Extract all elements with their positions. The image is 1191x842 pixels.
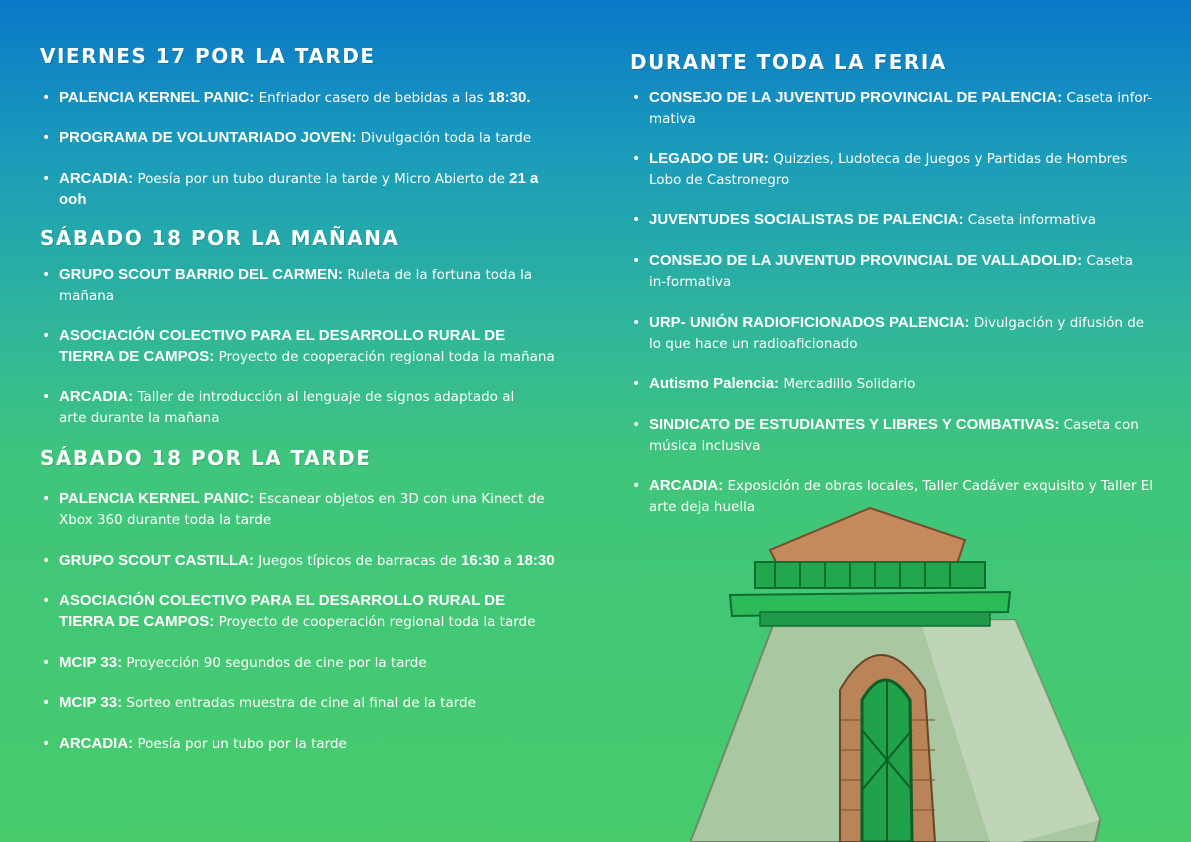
bullet-icon: • — [42, 553, 51, 569]
item-label: PALENCIA KERNEL PANIC: — [59, 89, 255, 106]
item-label: GRUPO SCOUT BARRIO DEL CARMEN: — [59, 266, 343, 283]
item-text: Poesía por un tubo por la tarde — [133, 736, 347, 752]
bullet-icon: • — [42, 130, 51, 146]
section-heading-sabado-manana: SÁBADO 18 POR LA MAÑANA — [40, 226, 400, 250]
list-item — [40, 551, 579, 572]
bullet-icon: • — [42, 655, 51, 671]
item-label: MCIP 33: — [59, 654, 123, 671]
item-label: ASOCIACIÓN COLECTIVO PARA EL DESARROLLO RURAL DE TIERRA DE CAMPOS: — [59, 327, 506, 365]
item-label: ARCADIA: — [59, 388, 134, 405]
item-time-start: 16:30 — [461, 552, 500, 569]
item-label: ARCADIA: — [59, 170, 134, 187]
item-text: Caseta con música inclusiva — [649, 417, 1139, 454]
item-text: Poesía por un tubo durante la tarde y Micro Abierto de — [133, 171, 510, 187]
list-item — [40, 489, 559, 530]
item-label: ARCADIA: — [649, 477, 724, 494]
bullet-icon: • — [42, 593, 51, 609]
list-item — [630, 313, 1154, 354]
list-item — [40, 653, 559, 674]
item-label: Autismo Palencia: — [649, 375, 780, 392]
item-text: Mercadillo Solidario — [779, 376, 916, 392]
item-label: GRUPO SCOUT CASTILLA: — [59, 552, 254, 569]
item-label: PROGRAMA DE VOLUNTARIADO JOVEN: — [59, 129, 357, 146]
section-heading-viernes-tarde: VIERNES 17 POR LA TARDE — [40, 44, 376, 68]
item-text: Escanear objetos en 3D con una Kinect de Xbox 360 durante toda la tarde — [59, 491, 545, 528]
item-label: JUVENTUDES SOCIALISTAS DE PALENCIA: — [649, 211, 964, 228]
item-label: SINDICATO DE ESTUDIANTES Y LIBRES Y COMBATIVAS: — [649, 416, 1060, 433]
tower-platform-edge — [760, 612, 990, 626]
item-text: Caseta informativa — [963, 212, 1097, 228]
list-item — [630, 251, 1154, 292]
list-item — [630, 88, 1154, 129]
item-label: URP- UNIÓN RADIOFICIONADOS PALENCIA: — [649, 314, 970, 331]
list-item — [40, 734, 559, 755]
item-text: Caseta infor-mativa — [649, 90, 1153, 127]
bullet-icon: • — [632, 212, 641, 228]
item-text: Taller de introducción al lenguaje de signos adaptado al arte durante la mañana — [59, 389, 515, 426]
bullet-icon: • — [42, 695, 51, 711]
list-item — [40, 387, 539, 428]
item-text: Proyección 90 segundos de cine por la tarde — [122, 655, 427, 671]
bullet-icon: • — [42, 491, 51, 507]
list-item — [40, 265, 559, 306]
item-text: Juegos típicos de barracas de — [254, 553, 461, 569]
bullet-icon: • — [632, 151, 641, 167]
bullet-icon: • — [42, 171, 51, 187]
item-text: Proyecto de cooperación regional toda la tarde — [214, 613, 536, 630]
list-item — [630, 374, 1154, 395]
list-item — [630, 210, 1154, 231]
section-heading-durante-feria: DURANTE TODA LA FERIA — [630, 50, 947, 74]
item-label: PALENCIA KERNEL PANIC: — [59, 490, 255, 507]
bullet-icon: • — [42, 267, 51, 283]
bullet-icon: • — [632, 90, 641, 106]
section-heading-sabado-tarde: SÁBADO 18 POR LA TARDE — [40, 446, 372, 470]
bullet-icon: • — [42, 90, 51, 106]
item-text: Enfriador casero de bebidas a las — [254, 90, 488, 106]
item-text: Sorteo entradas muestra de cine al final de la tarde — [122, 695, 476, 711]
bullet-icon: • — [632, 253, 641, 269]
bullet-icon: • — [632, 417, 641, 433]
list-item — [40, 88, 559, 109]
item-time-end: 18:30 — [516, 552, 555, 569]
item-text: Proyecto de cooperación regional toda la mañana — [214, 348, 555, 365]
list-item — [630, 415, 1154, 456]
list-item — [40, 169, 559, 210]
bullet-icon: • — [42, 389, 51, 405]
item-label: MCIP 33: — [59, 694, 123, 711]
item-label: CONSEJO DE LA JUVENTUD PROVINCIAL DE VALLADOLID: — [649, 252, 1083, 269]
item-text: a — [499, 553, 517, 569]
list-item — [40, 326, 559, 367]
bullet-icon: • — [632, 376, 641, 392]
item-label: ASOCIACIÓN COLECTIVO PARA EL DESARROLLO RURAL DE TIERRA DE CAMPOS: — [59, 592, 506, 630]
item-label: ARCADIA: — [59, 735, 134, 752]
item-label: CONSEJO DE LA JUVENTUD PROVINCIAL DE PALENCIA: — [649, 89, 1063, 106]
item-text: Caseta in-formativa — [649, 253, 1133, 290]
item-time: 18:30. — [487, 89, 531, 106]
bullet-icon: • — [632, 478, 641, 494]
item-text: Divulgación toda la tarde — [356, 130, 532, 146]
list-item — [40, 591, 559, 632]
item-text: Ruleta de la fortuna toda la mañana — [59, 267, 533, 304]
list-item — [630, 149, 1154, 190]
item-text: Exposición de obras locales, Taller Cadáver exquisito y Taller El arte deja huella — [649, 478, 1154, 515]
tower-illustration-icon — [690, 500, 1110, 842]
bullet-icon: • — [42, 736, 51, 752]
item-text: Divulgación y difusión de lo que hace un radioaficionado — [649, 315, 1145, 352]
item-time: 21 a ooh — [59, 170, 539, 208]
item-label: LEGADO DE UR: — [649, 150, 769, 167]
list-item — [40, 128, 559, 149]
item-text: Quizzies, Ludoteca de Juegos y Partidas de Hombres Lobo de Castronegro — [649, 151, 1128, 188]
bullet-icon: • — [42, 328, 51, 344]
bullet-icon: • — [632, 315, 641, 331]
list-item — [40, 693, 559, 714]
